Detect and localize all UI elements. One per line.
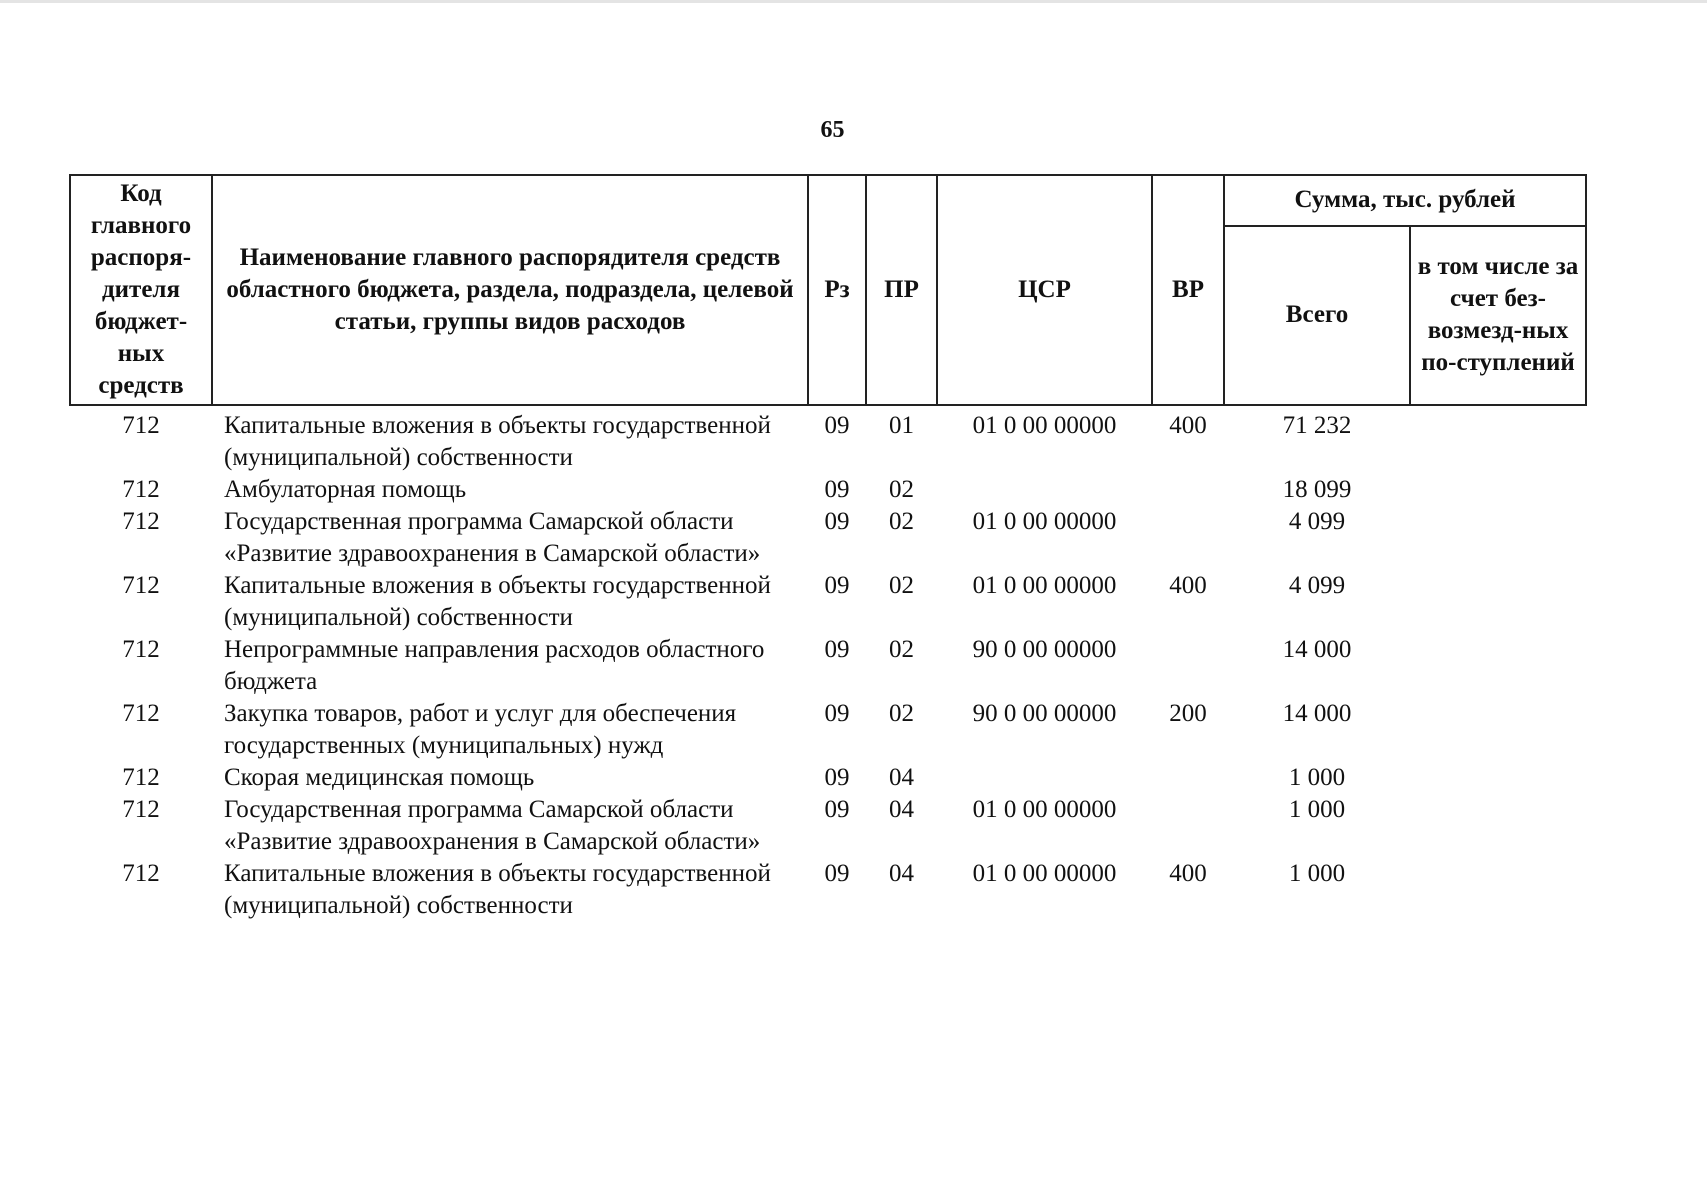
cell-pr: 02 <box>889 476 914 503</box>
cell-csr: 90 0 00 00000 <box>972 636 1117 663</box>
cell-code: 712 <box>122 412 160 439</box>
cell-pr: 02 <box>889 508 914 535</box>
cell-rz: 09 <box>824 860 850 887</box>
table-row <box>70 405 1586 474</box>
cell-code: 712 <box>122 508 160 535</box>
cell-csr: 01 0 00 00000 <box>972 508 1117 535</box>
table-row <box>70 634 1586 698</box>
cell-pr: 04 <box>889 796 914 823</box>
cell-code: 712 <box>122 764 160 791</box>
cell-sum-total: 4 099 <box>1288 508 1346 535</box>
cell-sum-grants <box>1410 794 1586 858</box>
header-csr: ЦСР <box>937 175 1152 405</box>
page-top-rule <box>0 0 1707 3</box>
cell-name: Капитальные вложения в объекты государственной (муниципальной) собственности <box>224 412 771 471</box>
cell-pr: 02 <box>889 572 914 599</box>
header-rz: Рз <box>808 175 866 405</box>
cell-sum-grants <box>1410 762 1586 794</box>
cell-rz: 09 <box>824 508 850 535</box>
cell-sum-total: 14 000 <box>1282 636 1352 663</box>
table-row <box>70 506 1586 570</box>
cell-pr: 04 <box>889 764 914 791</box>
cell-vr <box>1152 506 1224 570</box>
cell-sum-grants <box>1410 634 1586 698</box>
cell-sum-grants <box>1410 506 1586 570</box>
cell-rz: 09 <box>824 476 850 503</box>
cell-vr <box>1152 634 1224 698</box>
cell-vr <box>1152 474 1224 506</box>
cell-sum-grants <box>1410 698 1586 762</box>
cell-vr <box>1152 762 1224 794</box>
table-row <box>70 698 1586 762</box>
table-row <box>70 570 1586 634</box>
cell-rz: 09 <box>824 572 850 599</box>
cell-vr: 400 <box>1169 860 1207 887</box>
table-row <box>70 474 1586 506</box>
cell-code: 712 <box>122 476 160 503</box>
header-sum-grants: в том числе за счет без-возмезд-ных по-ступлений <box>1410 226 1586 405</box>
header-pr: ПР <box>866 175 937 405</box>
table-header <box>70 175 1586 405</box>
page-number: 65 <box>820 117 845 143</box>
cell-name: Капитальные вложения в объекты государственной (муниципальной) собственности <box>224 860 771 919</box>
cell-name: Амбулаторная помощь <box>224 476 467 503</box>
header-vr: ВР <box>1152 175 1224 405</box>
budget-table <box>69 174 1587 922</box>
cell-name: Капитальные вложения в объекты государственной (муниципальной) собственности <box>224 572 771 631</box>
cell-csr: 01 0 00 00000 <box>972 860 1117 887</box>
cell-sum-total: 1 000 <box>1288 796 1346 823</box>
header-sum-total: Всего <box>1224 226 1410 405</box>
cell-csr: 90 0 00 00000 <box>972 700 1117 727</box>
cell-pr: 04 <box>889 860 914 887</box>
cell-rz: 09 <box>824 636 850 663</box>
cell-csr <box>937 762 1152 794</box>
header-code: Код главного распоря-дителя бюджет-ных средств <box>70 175 212 405</box>
cell-code: 712 <box>122 636 160 663</box>
table-row <box>70 858 1586 922</box>
cell-code: 712 <box>122 572 160 599</box>
cell-code: 712 <box>122 796 160 823</box>
table-row <box>70 794 1586 858</box>
cell-vr <box>1152 794 1224 858</box>
cell-pr: 02 <box>889 700 914 727</box>
header-sum-group: Сумма, тыс. рублей <box>1224 175 1586 226</box>
cell-name: Непрограммные направления расходов областного бюджета <box>224 636 765 695</box>
table-row <box>70 762 1586 794</box>
cell-sum-total: 14 000 <box>1282 700 1352 727</box>
cell-csr: 01 0 00 00000 <box>972 412 1117 439</box>
cell-rz: 09 <box>824 412 850 439</box>
cell-sum-total: 71 232 <box>1282 412 1352 439</box>
cell-name: Скорая медицинская помощь <box>224 764 535 791</box>
cell-code: 712 <box>122 700 160 727</box>
cell-sum-total: 1 000 <box>1288 860 1346 887</box>
cell-sum-grants <box>1410 405 1586 474</box>
cell-sum-grants <box>1410 570 1586 634</box>
cell-csr: 01 0 00 00000 <box>972 572 1117 599</box>
cell-pr: 02 <box>889 636 914 663</box>
cell-rz: 09 <box>824 700 850 727</box>
cell-csr: 01 0 00 00000 <box>972 796 1117 823</box>
cell-vr: 400 <box>1169 572 1207 599</box>
cell-sum-grants <box>1410 474 1586 506</box>
cell-name: Закупка товаров, работ и услуг для обеспечения государственных (муниципальных) нужд <box>224 700 737 759</box>
cell-sum-grants <box>1410 858 1586 922</box>
cell-code: 712 <box>122 860 160 887</box>
cell-pr: 01 <box>889 412 914 439</box>
cell-csr <box>937 474 1152 506</box>
cell-vr: 400 <box>1169 412 1207 439</box>
cell-rz: 09 <box>824 764 850 791</box>
cell-sum-total: 4 099 <box>1288 572 1346 599</box>
table-body <box>70 405 1586 922</box>
cell-name: Государственная программа Самарской области «Развитие здравоохранения в Самарской области» <box>224 508 761 567</box>
cell-rz: 09 <box>824 796 850 823</box>
cell-vr: 200 <box>1169 700 1207 727</box>
header-name: Наименование главного распорядителя средств областного бюджета, раздела, подраздела, целевой статьи, группы видов расходов <box>212 175 808 405</box>
cell-sum-total: 18 099 <box>1282 476 1352 503</box>
cell-sum-total: 1 000 <box>1288 764 1346 791</box>
cell-name: Государственная программа Самарской области «Развитие здравоохранения в Самарской области» <box>224 796 761 855</box>
